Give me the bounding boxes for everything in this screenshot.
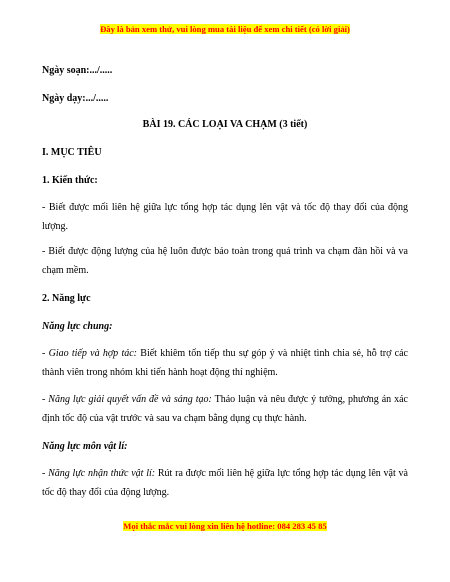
- competence-physics-awareness: [42, 464, 408, 502]
- knowledge-item-1: - Biết được mối liên hệ giữa lực tổng hợp tác dụng lên vật và tốc độ thay đổi của động lượng.: [42, 202, 408, 232]
- physics-competence-heading: Năng lực môn vật lí:: [42, 441, 128, 452]
- competence-problem-solving: [42, 390, 408, 428]
- competence-physics-awareness-label: - Năng lực nhận thức vật lí:: [42, 468, 156, 479]
- hotline-notice-banner: [0, 521, 450, 532]
- prep-date: Ngày soạn:.../.....: [42, 65, 113, 76]
- competence-communication-text: Biết khiêm tốn tiếp thu sự góp ý và nhiệt tình chia sẻ, hỗ trợ các thành viên trong nhóm khi tiến hành hoạt động thí nghiệm.: [42, 348, 408, 378]
- knowledge-item-2: - Biết được động lượng của hệ luôn được bảo toàn trong quá trình va chạm đàn hồi và va chạm mềm.: [42, 246, 408, 276]
- competence-communication: [42, 344, 408, 382]
- subsection-heading-competence: 2. Năng lực: [42, 293, 91, 304]
- lesson-title: BÀI 19. CÁC LOẠI VA CHẠM (3 tiết): [142, 119, 308, 130]
- hotline-notice-text: Mọi thắc mắc vui lòng xin liên hệ hotline: 084 283 45 85: [123, 521, 327, 531]
- section-heading-objectives: I. MỤC TIÊU: [42, 147, 102, 158]
- competence-problem-solving-label: - Năng lực giải quyết vấn đề và sáng tạo:: [42, 394, 212, 405]
- preview-notice-text: Đây là bản xem thử, vui lòng mua tài liệu để xem chi tiết (có lời giải): [100, 24, 350, 34]
- competence-communication-label: - Giao tiếp và hợp tác:: [42, 348, 137, 359]
- preview-notice-banner: [0, 24, 450, 35]
- competence-physics-awareness-text: Rút ra được mối liên hệ giữa lực tổng hợp tác dụng lên vật và tốc độ thay đổi của động lượng.: [42, 468, 408, 498]
- teach-date: Ngày dạy:.../.....: [42, 93, 109, 104]
- competence-problem-solving-text: Thảo luận và nêu được ý tưởng, phương án xác định tốc độ của vật trước và sau va chạm bằng dụng cụ thực hành.: [42, 394, 408, 424]
- subsection-heading-knowledge: 1. Kiến thức:: [42, 175, 98, 186]
- general-competence-heading: Năng lực chung:: [42, 321, 113, 332]
